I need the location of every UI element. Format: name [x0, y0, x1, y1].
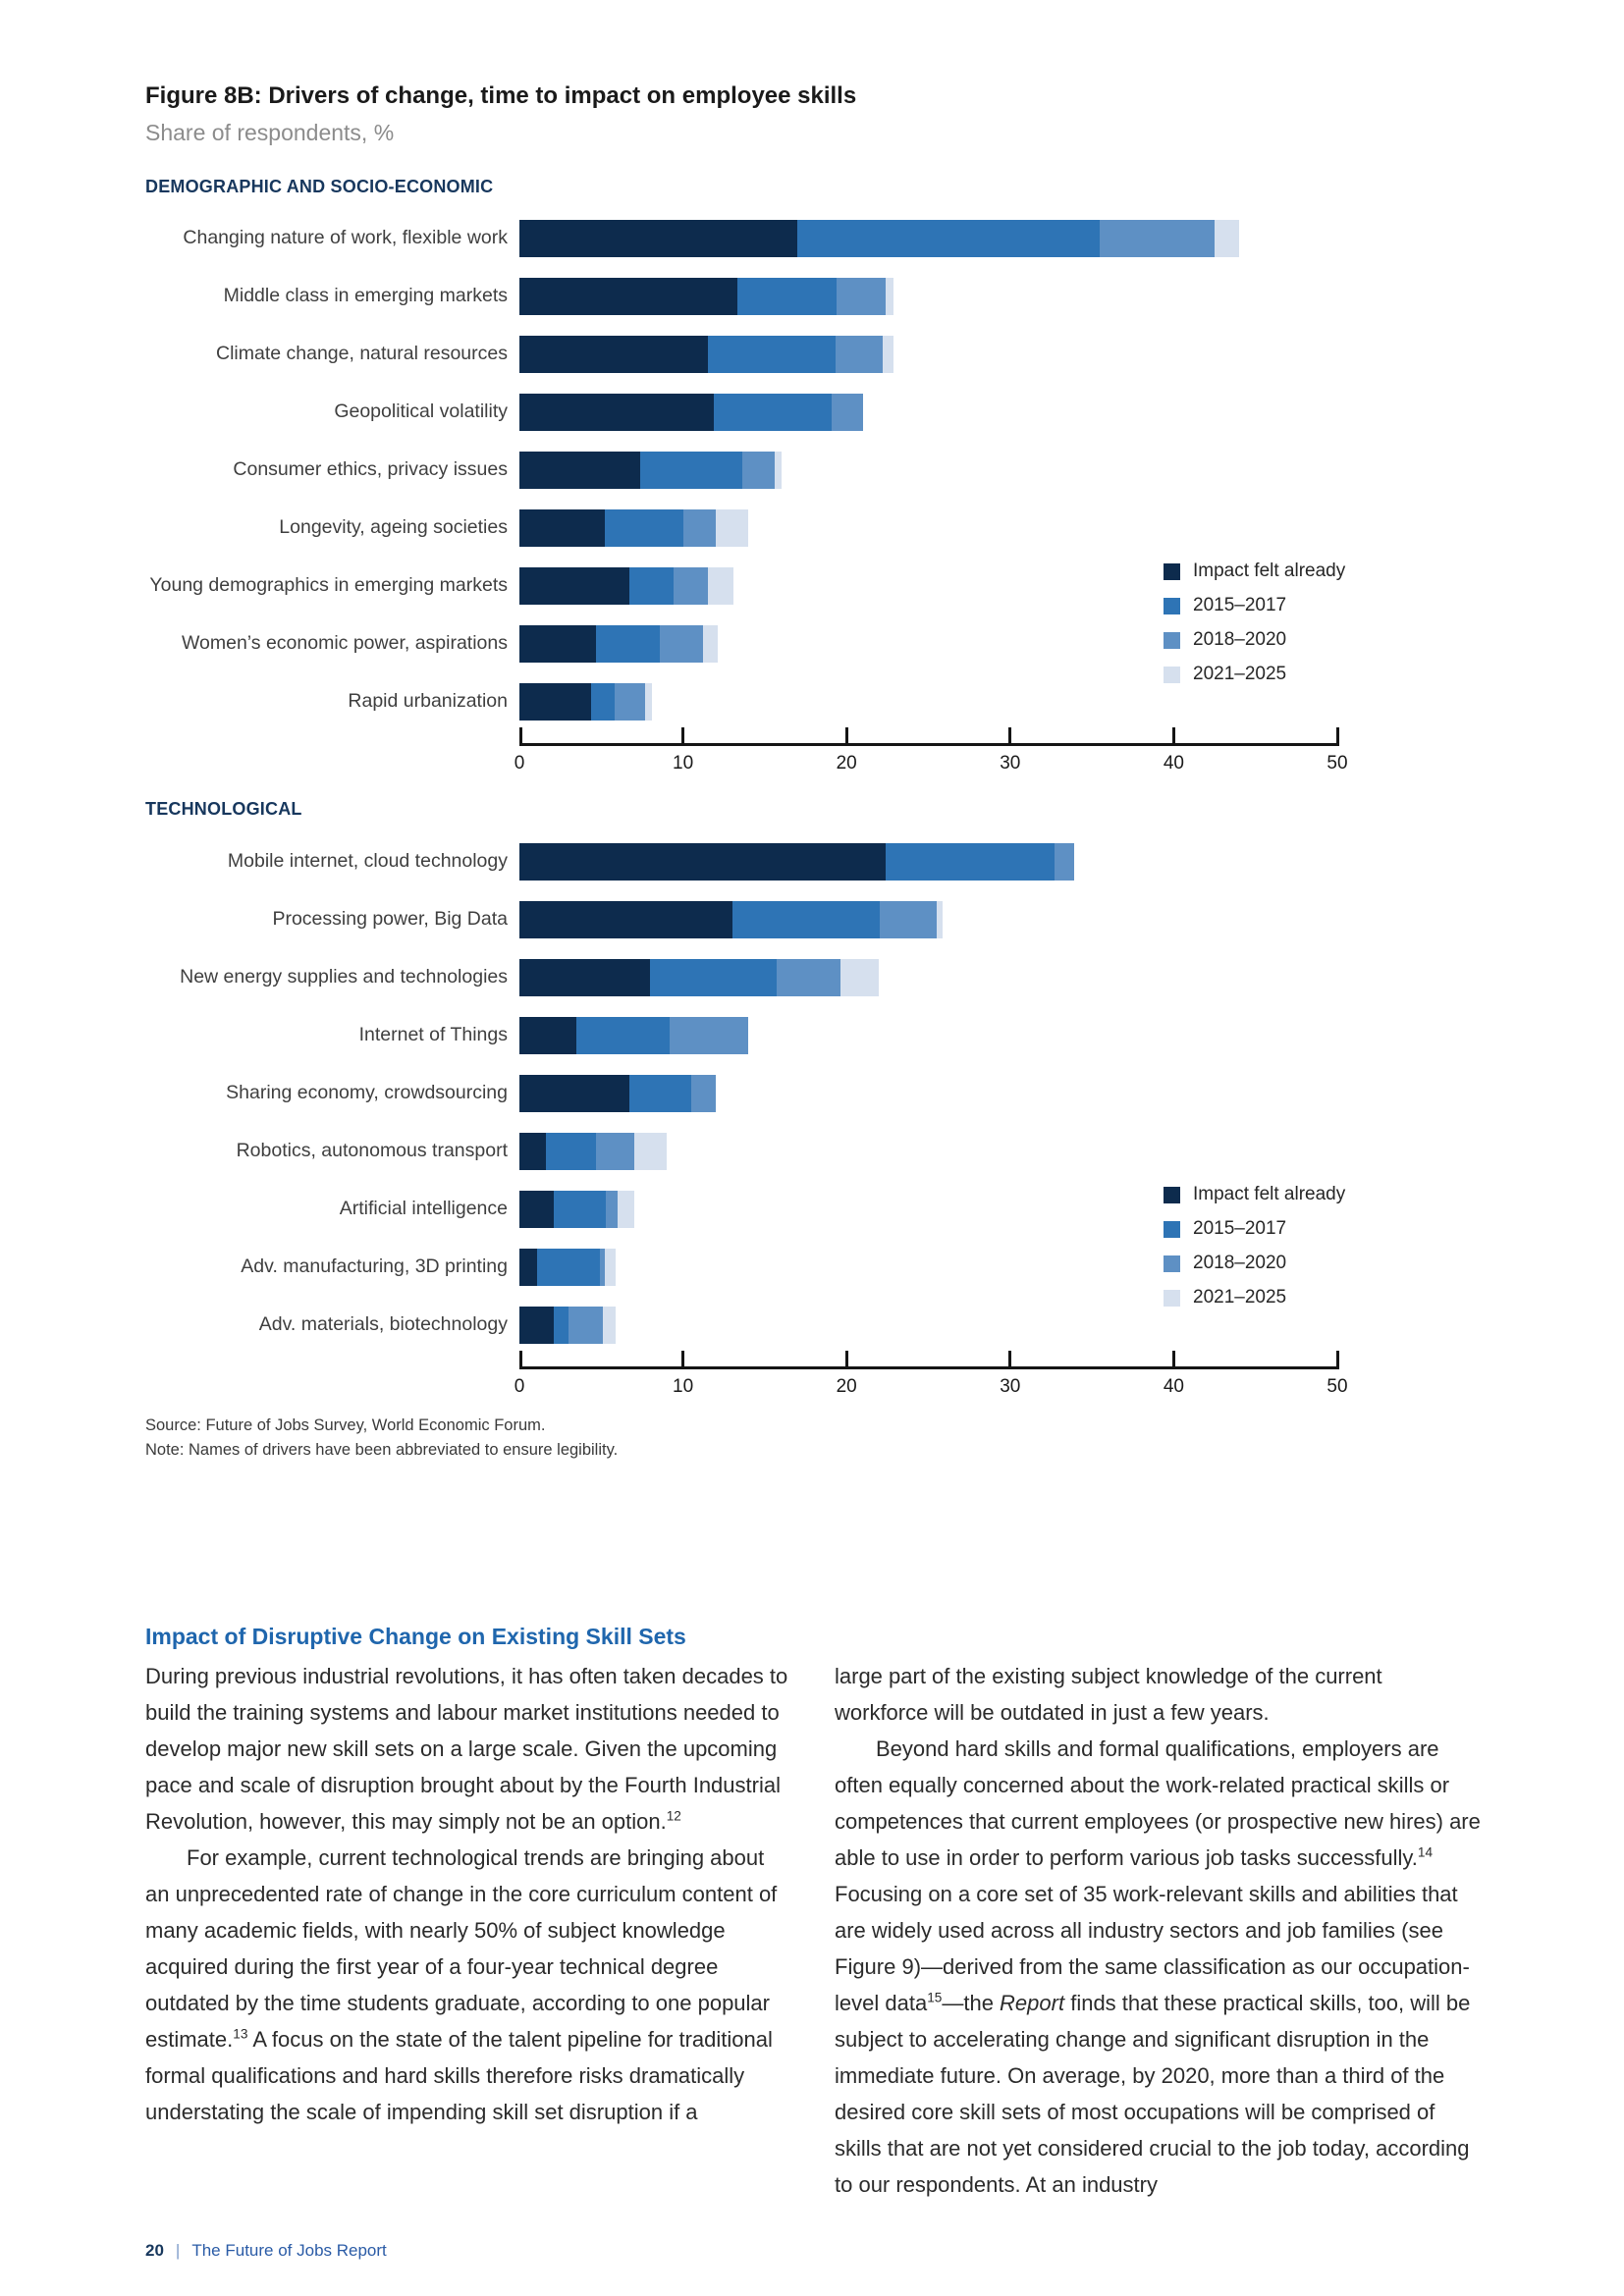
bar-segment-impact-felt-already	[519, 278, 737, 315]
legend-item-2021-2025	[1164, 664, 1345, 685]
axis-tick-label: 40	[1163, 753, 1184, 774]
bar-row	[145, 441, 1487, 499]
bar-row-label: Climate change, natural resources	[216, 343, 508, 364]
x-axis-labels	[514, 1369, 1348, 1399]
bar-row-label: Women’s economic power, aspirations	[181, 632, 508, 654]
bar-segment-impact-felt-already	[519, 567, 629, 605]
bar-segment-2018-2020	[670, 1017, 748, 1054]
bar-segment-2015-2017	[708, 336, 836, 373]
axis-tick-label: 30	[1000, 753, 1021, 774]
bar-segment-2015-2017	[629, 1075, 691, 1112]
legend-item-2015-2017	[1164, 595, 1345, 616]
bar-segment-2018-2020	[683, 509, 716, 547]
bar-segment-impact-felt-already	[519, 959, 650, 996]
axis-tick	[845, 727, 848, 746]
axis-tick-label: 10	[673, 753, 694, 774]
body-right-paragraphs	[835, 1658, 1481, 2203]
legend-swatch	[1164, 632, 1180, 649]
bar-row-label: New energy supplies and technologies	[180, 966, 508, 988]
axis-tick	[1336, 727, 1339, 746]
footer-report-title: The Future of Jobs Report	[191, 2241, 387, 2260]
bar-segment-impact-felt-already	[519, 220, 797, 257]
bar-row-label: Adv. manufacturing, 3D printing	[241, 1255, 508, 1277]
footer-page-number: 20	[145, 2241, 164, 2260]
bar-row	[145, 267, 1487, 325]
bar-segment-2021-2025	[703, 625, 718, 663]
bar-segment-2015-2017	[546, 1133, 597, 1170]
bar-segment-2018-2020	[742, 452, 775, 489]
bar-row	[145, 325, 1487, 383]
bar-segment-2018-2020	[674, 567, 708, 605]
legend-item-2021-2025	[1164, 1287, 1345, 1308]
legend-item-2018-2020	[1164, 629, 1345, 651]
body-left-paragraphs	[145, 1658, 791, 2130]
body-paragraph: During previous industrial revolutions, it has often taken decades to build the training systems and labour market institutions needed to develop major new skill sets on a large scale. Given the upcoming pace and scale of disruption brought about by the Fourth Industrial Revolution, however, this may simply not be an option.$^{12}$	[145, 1664, 788, 1834]
bar-segment-2015-2017	[732, 901, 880, 938]
bar-row	[145, 948, 1487, 1006]
bar-segment-impact-felt-already	[519, 1307, 554, 1344]
bar-segment-2018-2020	[1100, 220, 1215, 257]
axis-tick	[845, 1351, 848, 1369]
bar-row-label: Changing nature of work, flexible work	[183, 227, 508, 248]
bar-row	[145, 209, 1487, 267]
legend-swatch	[1164, 1221, 1180, 1238]
section-label-technological: TECHNOLOGICAL	[145, 799, 302, 819]
axis-tick-label: 40	[1163, 1376, 1184, 1397]
bar-segment-2015-2017	[650, 959, 776, 996]
axis-tick-label: 0	[514, 753, 525, 774]
legend-swatch	[1164, 563, 1180, 580]
bar-segment-2015-2017	[576, 1017, 670, 1054]
axis-tick	[681, 1351, 684, 1369]
legend-label: 2021–2025	[1193, 1287, 1287, 1308]
bar-row-label: Adv. materials, biotechnology	[258, 1313, 508, 1335]
bar-segment-2015-2017	[554, 1307, 568, 1344]
axis-tick	[681, 727, 684, 746]
body-paragraph: large part of the existing subject knowledge of the current workforce will be outdated in just a few years.	[835, 1664, 1382, 1725]
bar-row	[145, 499, 1487, 557]
bar-row	[145, 1006, 1487, 1064]
bar-segment-impact-felt-already	[519, 683, 591, 721]
legend-swatch	[1164, 598, 1180, 614]
bar-row-label: Rapid urbanization	[348, 690, 508, 712]
chart-demographic	[145, 209, 1487, 775]
bar-track	[519, 1133, 1337, 1170]
page-footer	[145, 2241, 387, 2261]
bar-row-label: Middle class in emerging markets	[223, 285, 508, 306]
axis-tick	[1172, 1351, 1175, 1369]
bar-row	[145, 383, 1487, 441]
axis-tick	[1008, 1351, 1011, 1369]
bar-segment-2015-2017	[737, 278, 838, 315]
figure-subtitle: Share of respondents, %	[145, 120, 395, 145]
bar-row-label: Artificial intelligence	[339, 1198, 508, 1219]
legend-item-2018-2020	[1164, 1253, 1345, 1274]
axis-tick-label: 20	[836, 753, 857, 774]
bar-row	[145, 1122, 1487, 1180]
bar-track	[519, 959, 1337, 996]
bar-segment-2018-2020	[880, 901, 937, 938]
bar-row-label: Mobile internet, cloud technology	[227, 850, 508, 872]
bar-segment-2018-2020	[777, 959, 840, 996]
legend-label: Impact felt already	[1193, 561, 1346, 581]
bar-segment-impact-felt-already	[519, 394, 714, 431]
bar-row-label: Sharing economy, crowdsourcing	[226, 1082, 508, 1103]
body-text	[145, 1622, 1481, 2203]
bar-track	[519, 1017, 1337, 1054]
bar-segment-impact-felt-already	[519, 901, 732, 938]
axis-tick	[1008, 727, 1011, 746]
bar-track	[519, 220, 1337, 257]
bar-segment-2015-2017	[596, 625, 660, 663]
axis-tick	[519, 727, 522, 746]
bar-segment-impact-felt-already	[519, 336, 708, 373]
source-note	[145, 1414, 618, 1463]
legend-swatch	[1164, 1255, 1180, 1272]
bar-segment-impact-felt-already	[519, 1249, 537, 1286]
bar-row-label: Robotics, autonomous transport	[236, 1140, 508, 1161]
bar-row-label: Young demographics in emerging markets	[149, 574, 508, 596]
bar-segment-2021-2025	[618, 1191, 634, 1228]
bar-segment-2015-2017	[640, 452, 741, 489]
legend	[1164, 1184, 1345, 1321]
bar-segment-2018-2020	[568, 1307, 603, 1344]
body-left-column	[145, 1622, 791, 2203]
legend-item-impact-felt-already	[1164, 561, 1345, 582]
bar-segment-2018-2020	[606, 1191, 618, 1228]
legend-swatch	[1164, 667, 1180, 683]
body-paragraph: Beyond hard skills and formal qualifications, employers are often equally concerned about the work-related practical skills or competences that current employees (or prospective new hires) are able to use in order to perform various job tasks successfully.$^{14}$ Focusing on a core set of 35 work-relevant skills and abilities that are widely used across all industry sectors and job families (see Figure 9)—derived from the same classification as our occupation-level data$^{15}$—the Report finds that these practical skills, too, will be subject to accelerating change and significant disruption in the immediate future. On average, by 2020, more than a third of the desired core skill sets of most occupations will be comprised of skills that are not yet considered crucial to the job today, according to our respondents. At an industry	[835, 1736, 1481, 2197]
bar-segment-2018-2020	[615, 683, 646, 721]
bar-row-label: Processing power, Big Data	[272, 908, 508, 930]
axis-tick-label: 50	[1326, 1376, 1348, 1397]
axis-tick	[1172, 727, 1175, 746]
bar-segment-impact-felt-already	[519, 1133, 546, 1170]
bar-row	[145, 1064, 1487, 1122]
legend-label: 2018–2020	[1193, 629, 1287, 650]
bar-segment-2021-2025	[708, 567, 734, 605]
bar-track	[519, 452, 1337, 489]
body-right-column	[835, 1622, 1481, 2203]
bar-row	[145, 832, 1487, 890]
bar-track	[519, 336, 1337, 373]
x-axis	[519, 1354, 1337, 1369]
legend-swatch	[1164, 1290, 1180, 1307]
axis-tick-label: 0	[514, 1376, 525, 1397]
bar-segment-2015-2017	[714, 394, 832, 431]
bar-segment-impact-felt-already	[519, 843, 886, 881]
bar-track	[519, 394, 1337, 431]
legend-label: 2015–2017	[1193, 595, 1287, 615]
bar-segment-2021-2025	[1215, 220, 1239, 257]
section-label-demographic: DEMOGRAPHIC AND SOCIO-ECONOMIC	[145, 177, 494, 196]
bar-segment-impact-felt-already	[519, 1017, 576, 1054]
bar-row-label: Consumer ethics, privacy issues	[233, 458, 508, 480]
bar-segment-2021-2025	[716, 509, 748, 547]
bar-segment-2015-2017	[591, 683, 614, 721]
axis-tick-label: 50	[1326, 753, 1348, 774]
bar-segment-2015-2017	[537, 1249, 599, 1286]
bar-segment-2018-2020	[691, 1075, 716, 1112]
legend-label: 2015–2017	[1193, 1218, 1287, 1239]
axis-tick-label: 20	[836, 1376, 857, 1397]
bar-segment-2018-2020	[837, 278, 886, 315]
bar-track	[519, 278, 1337, 315]
x-axis	[519, 730, 1337, 746]
bar-track	[519, 1075, 1337, 1112]
x-axis-labels	[514, 746, 1348, 775]
bar-segment-2018-2020	[596, 1133, 633, 1170]
legend	[1164, 561, 1345, 698]
footer-divider: |	[175, 2241, 181, 2260]
source-line: Source: Future of Jobs Survey, World Economic Forum.	[145, 1416, 546, 1434]
legend-label: 2021–2025	[1193, 664, 1287, 684]
bar-segment-2018-2020	[832, 394, 863, 431]
bar-segment-2021-2025	[937, 901, 944, 938]
bar-segment-2021-2025	[603, 1307, 616, 1344]
bar-segment-2018-2020	[1055, 843, 1074, 881]
bar-segment-2015-2017	[886, 843, 1055, 881]
bar-segment-impact-felt-already	[519, 452, 640, 489]
bar-segment-impact-felt-already	[519, 1075, 629, 1112]
bar-track	[519, 843, 1337, 881]
bar-row-label: Longevity, ageing societies	[279, 516, 508, 538]
bar-segment-2021-2025	[645, 683, 652, 721]
figure-title: Figure 8B: Drivers of change, time to impact on employee skills	[145, 82, 857, 109]
bar-segment-2021-2025	[886, 278, 893, 315]
legend-item-impact-felt-already	[1164, 1184, 1345, 1205]
bar-segment-2021-2025	[883, 336, 894, 373]
note-line: Note: Names of drivers have been abbreviated to ensure legibility.	[145, 1441, 619, 1459]
bar-segment-2018-2020	[836, 336, 883, 373]
legend-label: Impact felt already	[1193, 1184, 1346, 1204]
bar-row	[145, 890, 1487, 948]
bar-segment-2021-2025	[840, 959, 880, 996]
bar-segment-2015-2017	[605, 509, 683, 547]
axis-tick	[1336, 1351, 1339, 1369]
chart-technological	[145, 832, 1487, 1399]
bar-row-label: Geopolitical volatility	[334, 400, 508, 422]
legend-item-2015-2017	[1164, 1218, 1345, 1240]
axis-tick-label: 30	[1000, 1376, 1021, 1397]
bar-segment-2018-2020	[660, 625, 702, 663]
body-heading: Impact of Disruptive Change on Existing Skill Sets	[145, 1624, 686, 1649]
bar-segment-impact-felt-already	[519, 625, 596, 663]
bar-track	[519, 509, 1337, 547]
axis-tick-label: 10	[673, 1376, 694, 1397]
bar-row-label: Internet of Things	[358, 1024, 508, 1045]
bar-segment-2015-2017	[554, 1191, 606, 1228]
bar-segment-2021-2025	[605, 1249, 617, 1286]
axis-tick	[519, 1351, 522, 1369]
bar-segment-2021-2025	[775, 452, 782, 489]
legend-label: 2018–2020	[1193, 1253, 1287, 1273]
bar-track	[519, 901, 1337, 938]
bar-segment-2021-2025	[634, 1133, 667, 1170]
bar-segment-2015-2017	[797, 220, 1100, 257]
bar-segment-impact-felt-already	[519, 1191, 554, 1228]
body-paragraph: For example, current technological trends are bringing about an unprecedented rate of change in the core curriculum content of many academic fields, with nearly 50% of subject knowledge acquired during the first year of a four-year technical degree outdated by the time students graduate, according to one popular estimate.$^{13}$ A focus on the state of the talent pipeline for traditional formal qualifications and hard skills therefore risks dramatically understating the scale of impending skill set disruption if a	[145, 1845, 778, 2124]
bar-segment-impact-felt-already	[519, 509, 605, 547]
bar-segment-2015-2017	[629, 567, 674, 605]
legend-swatch	[1164, 1187, 1180, 1203]
